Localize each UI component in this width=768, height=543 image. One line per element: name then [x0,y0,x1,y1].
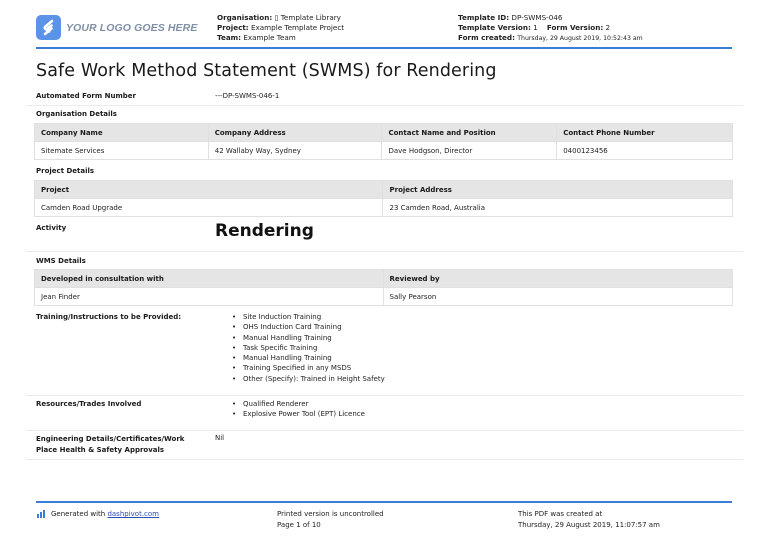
engineering-label-line1: Engineering Details/Certificates/Work [36,435,185,443]
list-item: • Explosive Power Tool (EPT) Licence [232,409,365,419]
header-meta-right [458,13,643,44]
header-divider [36,47,732,49]
project-details-heading: Project Details [36,167,95,175]
list-item: • Other (Specify): Trained in Height Safety [232,374,385,384]
engineering-value: Nil [215,434,225,442]
training-label: Training/Instructions to be Provided: [36,313,182,321]
footer-divider [36,501,732,503]
list-item: • Manual Handling Training [232,333,385,343]
footer-pdf-created [518,509,660,530]
template-id-label: Template ID: [458,13,510,22]
resources-label: Resources/Trades Involved [36,400,142,408]
uncontrolled-notice: Printed version is uncontrolled [277,510,384,518]
column-header: Reviewed by [383,270,733,288]
list-item: • Task Specific Training [232,343,385,353]
contact-name-cell: Dave Hodgson, Director [382,142,557,160]
organisation-value: ▯ Template Library [274,13,341,22]
column-header: Company Name [35,124,209,142]
column-header: Contact Phone Number [557,124,733,142]
column-header: Company Address [208,124,382,142]
logo-text: YOUR LOGO GOES HERE [66,21,198,34]
team-value: Example Team [243,33,296,42]
generated-with-text: Generated with [51,510,106,518]
divider [26,430,743,431]
column-header: Project Address [383,181,733,199]
resources-list [232,399,365,420]
template-version-value: 1 [533,23,538,32]
table-row [35,142,733,160]
project-details-table [34,180,733,217]
document-header [36,12,732,48]
table-row [35,199,733,217]
column-header: Contact Name and Position [382,124,557,142]
divider [26,395,743,396]
contact-phone-cell: 0400123456 [557,142,733,160]
dashpivot-link[interactable]: dashpivot.com [107,510,160,518]
table-header-row [35,181,733,199]
table-header-row [35,270,733,288]
organisation-details-table [34,123,733,160]
divider [26,459,743,460]
logo-icon [36,15,61,40]
list-item: • Training Specified in any MSDS [232,363,385,373]
template-version-label: Template Version: [458,23,531,32]
footer-print-info [277,509,384,530]
pdf-created-label: This PDF was created at [518,510,603,518]
training-list [232,312,385,384]
column-header: Developed in consultation with [35,270,384,288]
activity-value: Rendering [215,221,314,241]
engineering-label-line2: Place Health & Safety Approvals [36,446,165,454]
company-logo [36,15,197,40]
form-version-label: Form Version: [546,23,604,32]
team-label: Team: [217,33,242,42]
developed-with-cell: Jean Finder [35,288,384,306]
divider [26,251,743,252]
company-address-cell: 42 Wallaby Way, Sydney [208,142,382,160]
table-header-row [35,124,733,142]
list-item: • Manual Handling Training [232,353,385,363]
form-version-value: 2 [605,23,611,32]
divider [26,105,743,106]
company-name-cell: Sitemate Services [35,142,209,160]
page-number: Page 1 of 10 [277,520,321,529]
header-meta-left [217,13,344,43]
project-cell: Camden Road Upgrade [35,199,383,217]
project-address-cell: 23 Camden Road, Australia [383,199,733,217]
form-created-value: Thursday, 29 August 2019, 10:52:43 am [517,35,643,42]
organisation-details-heading: Organisation Details [36,110,117,118]
engineering-label [36,434,184,456]
table-row [35,288,733,306]
footer-generated [37,509,159,520]
page-title: Safe Work Method Statement (SWMS) for Rendering [36,61,497,81]
project-value: Example Template Project [250,23,345,32]
activity-label: Activity [36,224,67,232]
dashpivot-bars-icon [37,510,46,518]
template-id-value: DP-SWMS-046 [511,13,563,22]
list-item: • OHS Induction Card Training [232,322,385,332]
column-header: Project [35,181,383,199]
list-item: • Qualified Renderer [232,399,365,409]
form-created-label: Form created: [458,33,515,42]
automated-form-number-value: ---DP-SWMS-046-1 [215,92,280,100]
project-label: Project: [217,23,249,32]
wms-details-table [34,269,733,306]
automated-form-number-label: Automated Form Number [36,92,136,100]
organisation-label: Organisation: [217,13,273,22]
reviewed-by-cell: Sally Pearson [383,288,733,306]
pdf-created-value: Thursday, 29 August 2019, 11:07:57 am [518,520,660,529]
wms-details-heading: WMS Details [36,257,86,265]
list-item: • Site Induction Training [232,312,385,322]
